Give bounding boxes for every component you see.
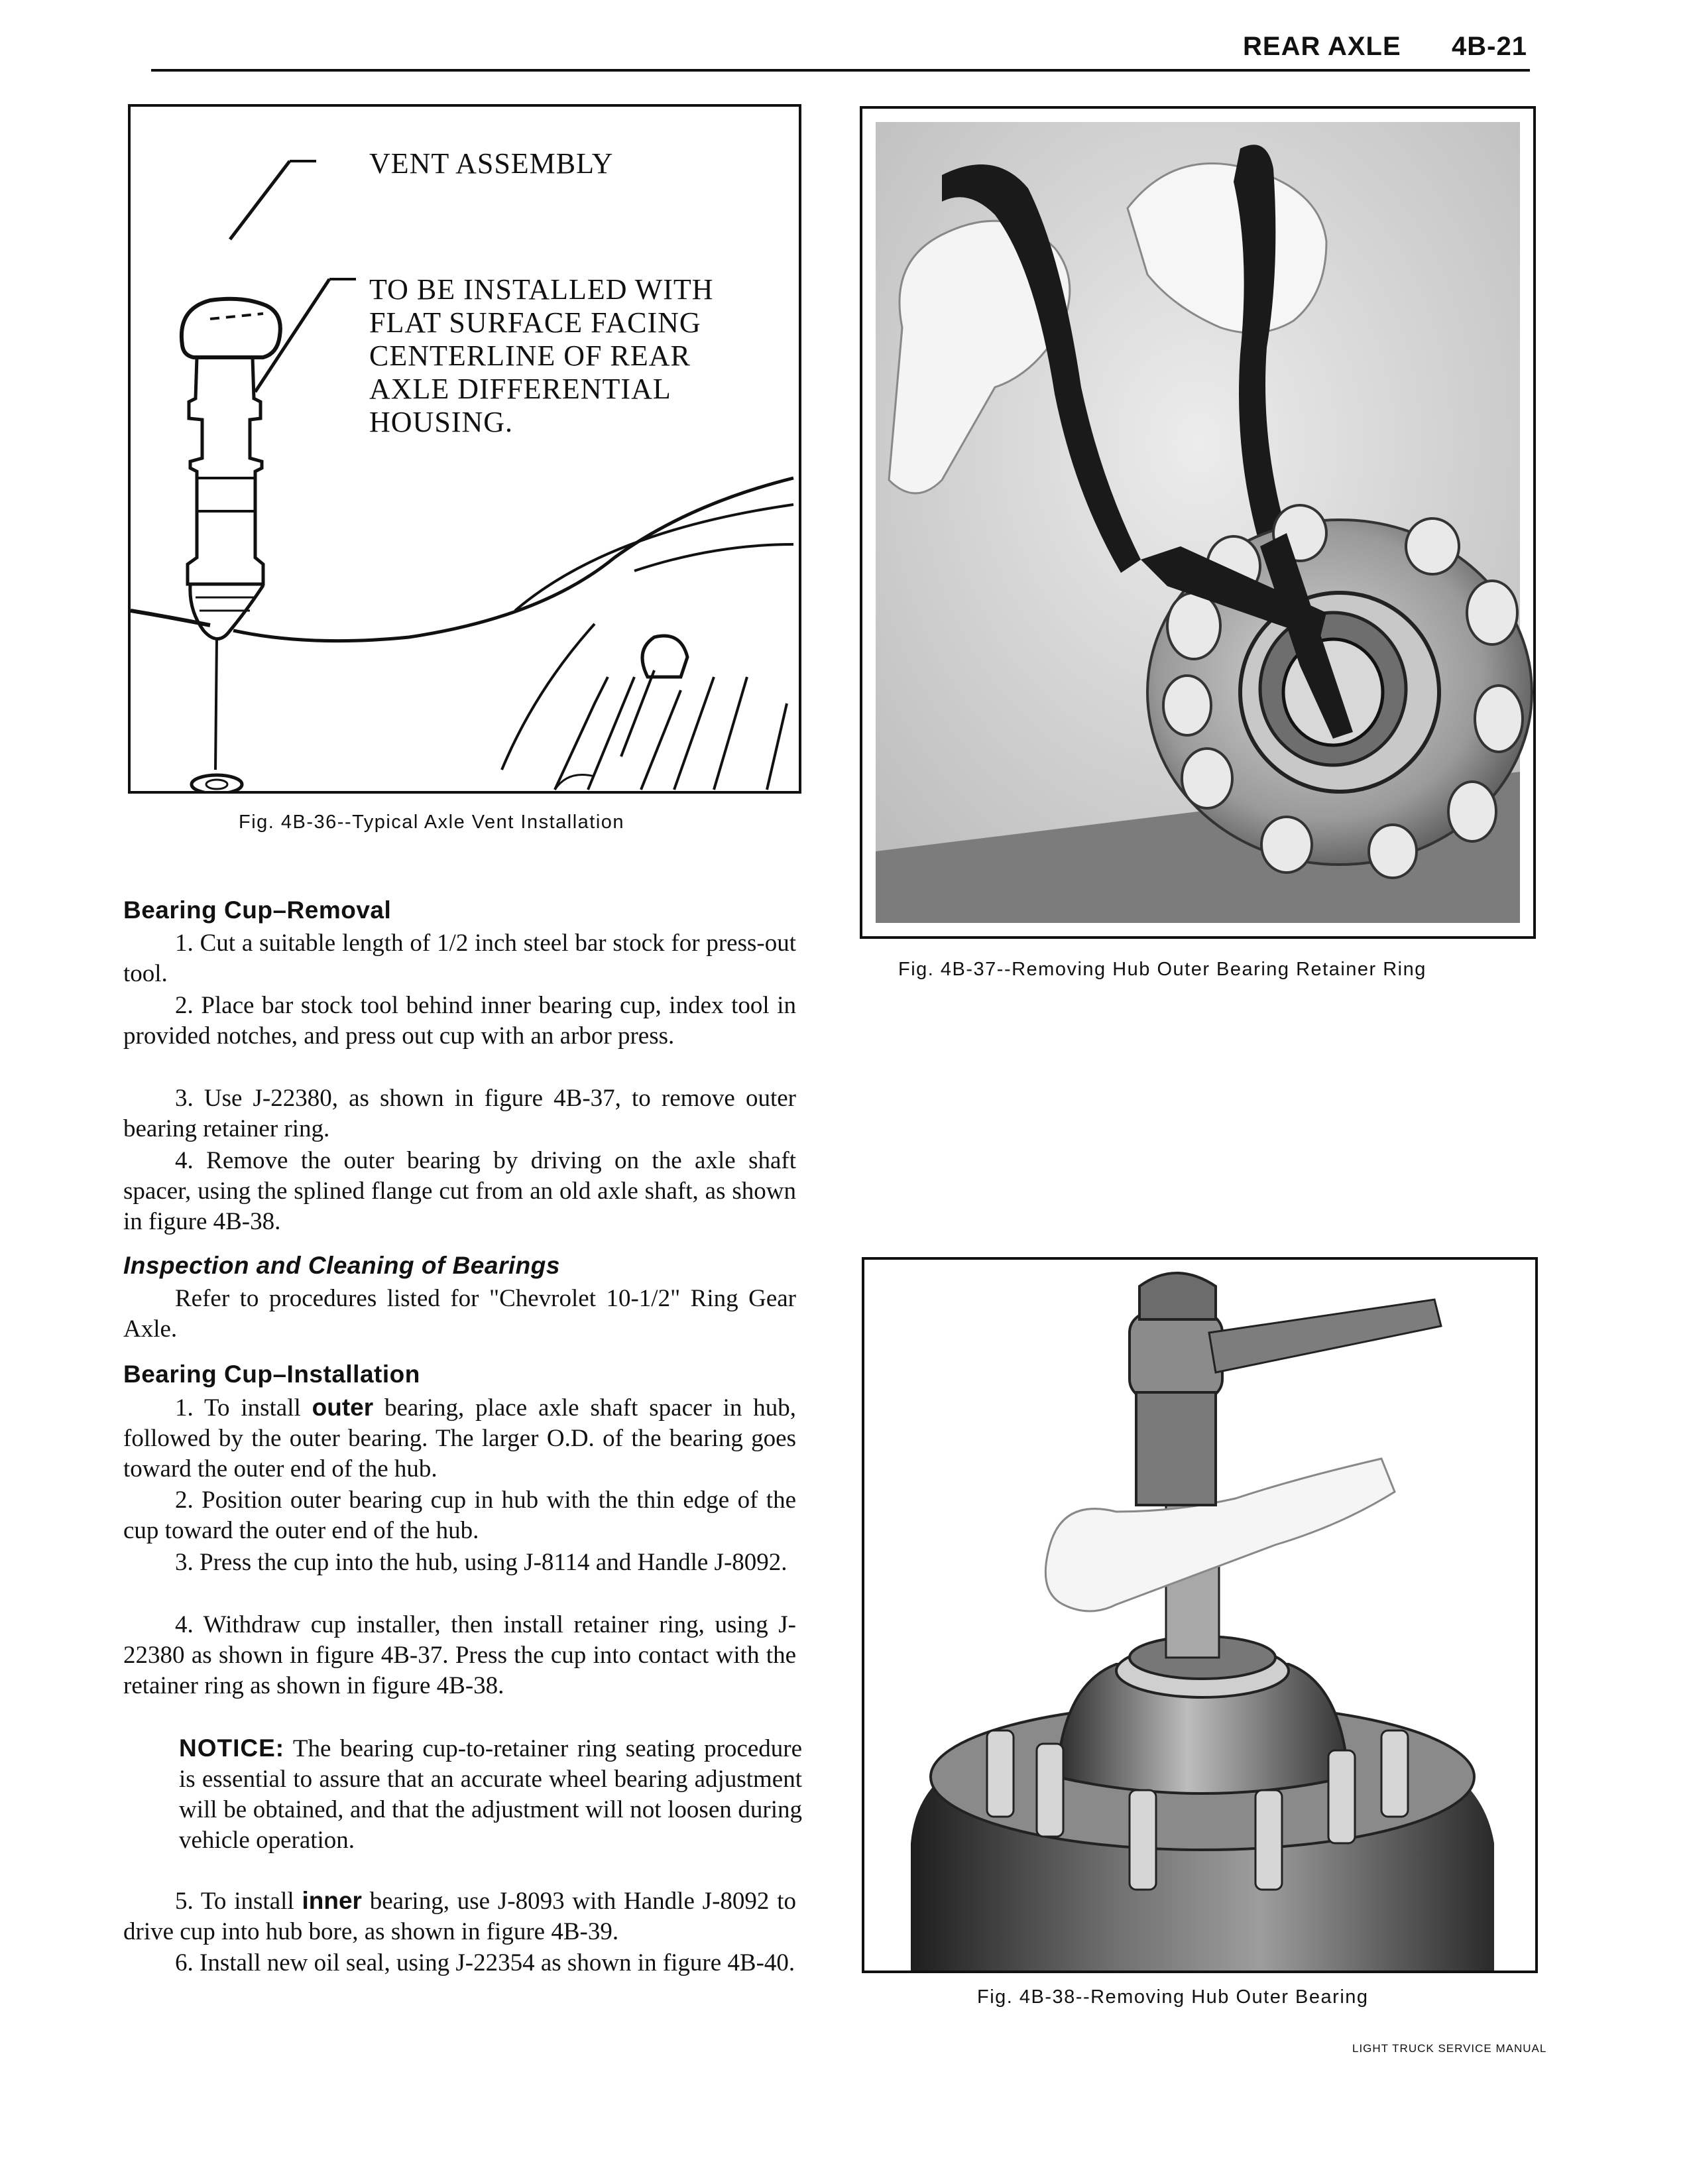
notice-label: NOTICE: (179, 1734, 285, 1762)
page-number: 4B-21 (1452, 32, 1527, 61)
header-rule (151, 69, 1530, 72)
label-note-line-5: HOUSING. (369, 406, 513, 438)
running-header-section: REAR AXLE (1243, 32, 1401, 61)
figure-caption-4b-37: Fig. 4B-37--Removing Hub Outer Bearing Retainer Ring (898, 959, 1426, 980)
removal-step-2-text: 2. Place bar stock tool behind inner bearing cup, index tool in provided notches, and press out cup with an arbor press. (123, 992, 796, 1050)
heading-bearing-cup-installation: Bearing Cup–Installation (123, 1361, 420, 1388)
inspection-text-body: Refer to procedures listed for "Chevrolet 10-1/2" Ring Gear Axle. (123, 1285, 796, 1343)
installation-step-1 (123, 1392, 796, 1485)
removal-step-4 (123, 1146, 796, 1237)
installation-step-6 (123, 1948, 796, 1978)
installation-step-3 (123, 1547, 796, 1578)
label-vent-assembly: VENT ASSEMBLY (369, 147, 614, 180)
label-note-line-3: CENTERLINE OF REAR (369, 339, 691, 372)
installation-step-1-rest: bearing, place axle shaft spacer in hub, followed by the outer bearing. The larger O.D. of the bearing goes toward the outer end of the hub. (123, 1394, 796, 1483)
installation-step-5 (123, 1886, 796, 1947)
figure-photo-outer-bearing-removal (862, 1257, 1538, 1973)
installation-step-2-text: 2. Position outer bearing cup in hub with the thin edge of the cup toward the outer end of the hub. (123, 1486, 796, 1544)
label-note-line-1: TO BE INSTALLED WITH (369, 273, 714, 306)
installation-step-4-text: 4. Withdraw cup installer, then install retainer ring, using J-22380 as shown in figure 4B-37. Press the cup into contact with the retainer ring as shown in figure 4B-38. (123, 1611, 796, 1699)
photo-hammer-on-hub (864, 1260, 1535, 1971)
heading-bearing-cup-removal: Bearing Cup–Removal (123, 896, 392, 924)
installation-step-3-text: 3. Press the cup into the hub, using J-8114 and Handle J-8092. (175, 1549, 787, 1576)
figure-caption-4b-38: Fig. 4B-38--Removing Hub Outer Bearing (977, 1986, 1369, 2008)
notice-text: The bearing cup-to-retainer ring seating procedure is essential to assure that an accurate wheel bearing adjustment will be obtained, and that the adjustment will not loosen during vehicle operation. (179, 1735, 802, 1854)
installation-step-4 (123, 1610, 796, 1701)
label-note-line-2: FLAT SURFACE FACING (369, 306, 701, 339)
removal-step-3-text: 3. Use J-22380, as shown in figure 4B-37, to remove outer bearing retainer ring. (123, 1085, 796, 1142)
figure-caption-4b-36: Fig. 4B-36--Typical Axle Vent Installation (239, 812, 625, 833)
installation-step-6-text: 6. Install new oil seal, using J-22354 as shown in figure 4B-40. (175, 1949, 795, 1976)
removal-step-3 (123, 1083, 796, 1144)
installation-step-1-lead: 1. To install (175, 1394, 312, 1422)
notice-paragraph (179, 1733, 802, 1856)
removal-step-1-text: 1. Cut a suitable length of 1/2 inch steel bar stock for press-out tool. (123, 930, 796, 987)
label-note-line-4: AXLE DIFFERENTIAL (369, 373, 671, 405)
installation-step-5-rest: bearing, use J-8093 with Handle J-8092 to drive cup into hub bore, as shown in figure 4B-39. (123, 1888, 796, 1945)
footer-manual-title: LIGHT TRUCK SERVICE MANUAL (1352, 2042, 1547, 2055)
photo-pliers-on-hub (862, 109, 1533, 936)
figure-photo-retainer-ring-removal (860, 106, 1536, 939)
removal-step-2 (123, 991, 796, 1052)
installation-step-5-emphasis: inner (302, 1887, 362, 1914)
heading-inspection-cleaning: Inspection and Cleaning of Bearings (123, 1252, 560, 1279)
inspection-text (123, 1284, 796, 1345)
installation-step-2 (123, 1485, 796, 1546)
installation-step-5-lead: 5. To install (175, 1888, 302, 1915)
figure-axle-vent-diagram (128, 104, 801, 794)
removal-step-4-text: 4. Remove the outer bearing by driving on the axle shaft spacer, using the splined flange cut from an old axle shaft, as shown in figure 4B-38. (123, 1147, 796, 1235)
vent-diagram-illustration (131, 107, 799, 791)
removal-step-1 (123, 928, 796, 989)
installation-step-1-emphasis: outer (312, 1394, 374, 1421)
